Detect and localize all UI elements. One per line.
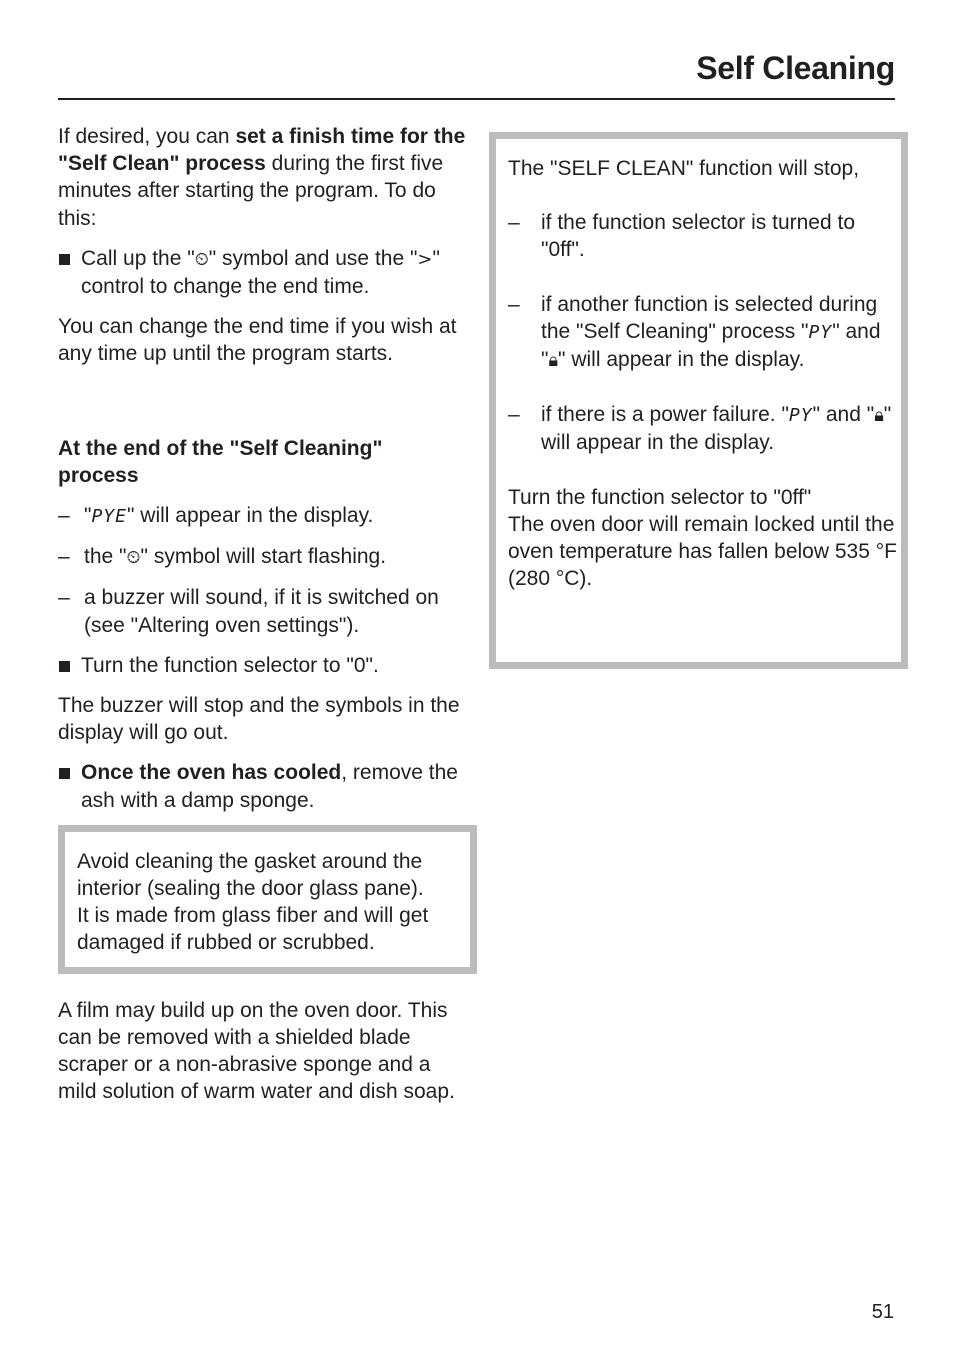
film-paragraph: A film may build up on the oven door. This can be removed with a shielded blade scraper or a non-abrasive sponge and a mild solution of warm water and dish soap.: [58, 998, 455, 1104]
change-end-time-paragraph: You can change the end time if you wish at any time up until the program starts.: [58, 315, 457, 366]
dash: –: [508, 211, 520, 235]
list-item: [58, 584, 468, 638]
lock-icon: 🔒︎: [548, 350, 559, 372]
step-bold: Once the oven has cooled: [81, 761, 342, 785]
item-text: " and ": [541, 319, 881, 372]
list-item: [508, 401, 901, 456]
note-text: It is made from glass fiber and will get damaged if rubbed or scrubbed.: [77, 904, 429, 955]
list-item: [508, 209, 901, 263]
dash: –: [58, 504, 70, 528]
info-locked-text: The oven door will remain locked until the oven temperature has fallen below 535 °F (280 °C).: [508, 512, 897, 591]
item-text: " will appear in the display.: [541, 403, 892, 455]
item-text: " and ": [812, 403, 875, 427]
info-intro: The "SELF CLEAN" function will stop,: [508, 157, 860, 180]
item-text: " symbol will start flashing.: [140, 545, 387, 569]
step-set-end-time: [58, 245, 468, 300]
list-item: [508, 291, 901, 375]
item-text: ": [84, 504, 92, 528]
item-text: " will appear in the display.: [558, 348, 805, 372]
note-text: Avoid cleaning the gasket around the interior (sealing the door glass pane).: [77, 849, 424, 901]
lock-icon: 🔒︎: [874, 405, 884, 427]
end-of-process-heading: At the end of the "Self Cleaning" process: [58, 436, 383, 487]
step-text: " control to change the end time.: [81, 246, 440, 299]
step-text: " symbol and use the ": [208, 246, 418, 270]
item-text: a buzzer will sound, if it is switched on (see "Altering oven settings").: [84, 586, 439, 637]
buzzer-paragraph: The buzzer will stop and the symbols in the display will go out.: [58, 694, 460, 745]
item-text: if another function is selected during the "Self Cleaning" process ": [541, 292, 878, 343]
info-box: [489, 132, 908, 669]
step-remove-ash: [58, 759, 468, 813]
dash: –: [58, 586, 70, 610]
intro-text: If desired, you can: [58, 125, 236, 148]
item-text: if the function selector is turned to "0ff".: [541, 211, 856, 262]
item-text: if there is a power failure. ": [541, 403, 789, 427]
item-text: " will appear in the display.: [126, 504, 374, 528]
step-text: Call up the ": [81, 246, 195, 270]
page-title: Self Cleaning: [696, 50, 895, 86]
intro-paragraph: [58, 123, 468, 232]
header-rule: [58, 98, 895, 100]
display-code: PYE: [91, 506, 127, 528]
display-code: PY: [788, 405, 813, 427]
clock-icon: ⏲: [126, 547, 141, 569]
intro-text-end: during the first five minutes after starting the program. To do this:: [58, 152, 444, 230]
intro-bold: set a finish time for the "Self Clean" process: [58, 125, 466, 176]
step-turn-selector: Turn the function selector to "0".: [58, 652, 468, 679]
page-number: 51: [871, 1301, 894, 1323]
dash: –: [508, 292, 520, 316]
info-turn-line: Turn the function selector to "0ff": [508, 485, 812, 509]
display-code: PY: [808, 321, 833, 343]
chevron-right-icon: >: [417, 248, 433, 270]
clock-icon: ⏲: [194, 248, 209, 270]
step-text: , remove the ash with a damp sponge.: [81, 761, 458, 812]
item-text: the ": [84, 545, 127, 569]
dash: –: [58, 545, 70, 569]
note-box: [58, 825, 477, 974]
list-item: [58, 543, 468, 571]
left-column: [58, 123, 468, 1105]
list-item: [58, 502, 468, 530]
dash: –: [508, 403, 520, 427]
